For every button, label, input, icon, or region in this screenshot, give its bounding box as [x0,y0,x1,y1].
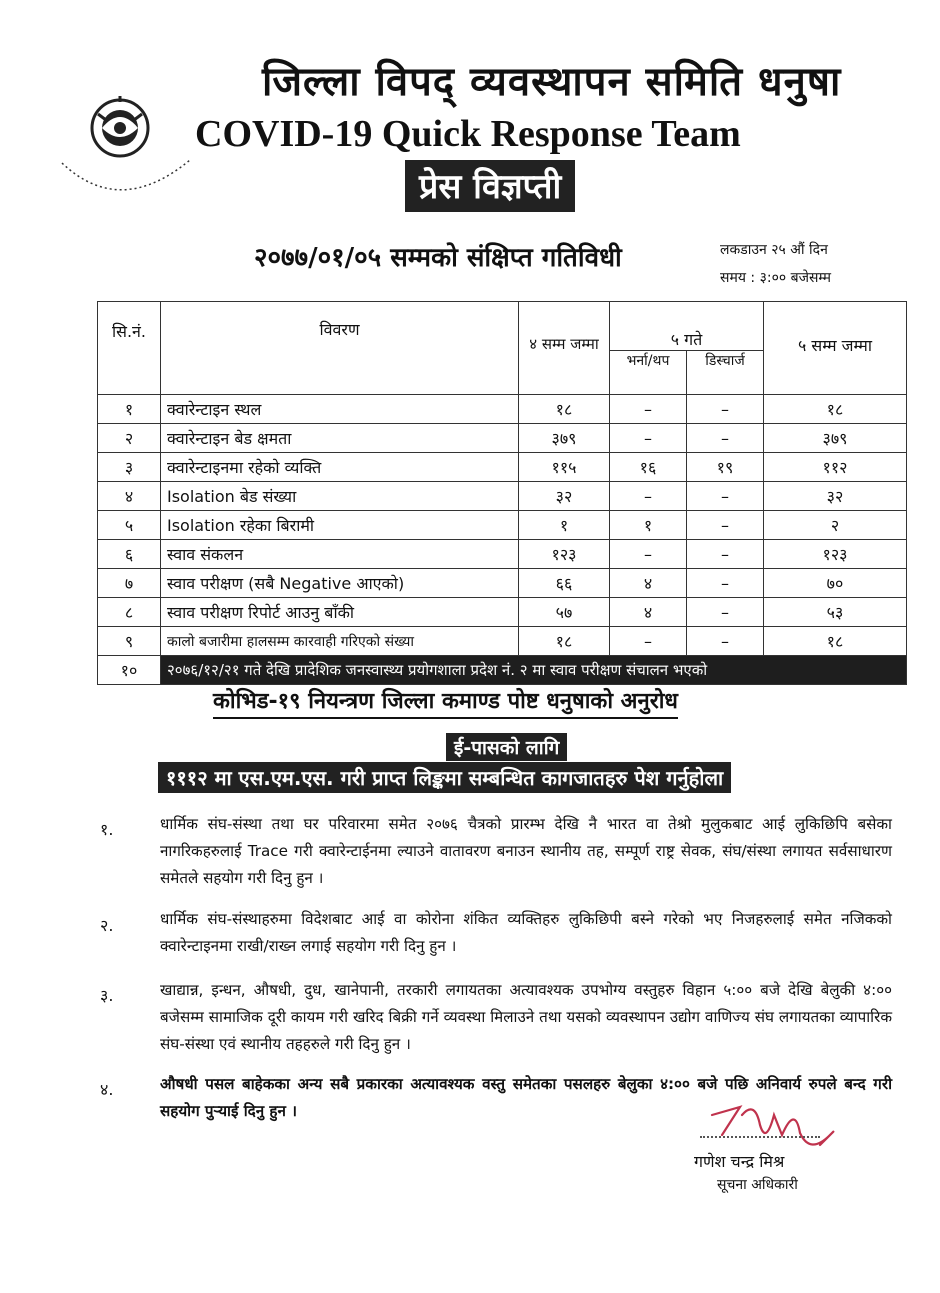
row-discharge: – [687,482,764,511]
row-admit: ४ [610,598,687,627]
row-discharge: – [687,569,764,598]
row-discharge: १९ [687,453,764,482]
row-description: Isolation रहेका बिरामी [161,511,519,540]
row-upto-5: १८ [764,627,907,656]
row-upto-5: ३२ [764,482,907,511]
row-upto-4: १८ [519,395,610,424]
header-upto-5: ५ सम्म जम्मा [764,302,907,395]
team-title: COVID-19 Quick Response Team [195,113,741,155]
row-sn: ८ [98,598,161,627]
epass-label: ई-पासको लागि [446,733,567,761]
press-release-title: प्रेस विज्ञप्ती [405,160,575,212]
row-discharge: – [687,395,764,424]
row-description: क्वारेन्टाइन स्थल [161,395,519,424]
table-row [98,511,907,540]
row-sn: ४ [98,482,161,511]
header-sn: सि.नं. [98,302,161,395]
header-upto-4: ४ सम्म जम्मा [519,302,610,395]
header-day-5: ५ गते [610,302,764,351]
row-description: कालो बजारीमा हालसम्म कारवाही गरिएको संख्या [161,627,519,656]
paragraph-text: खाद्यान्न, इन्धन, औषधी, दुध, खानेपानी, तरकारी लगायतका अत्यावश्यक उपभोग्य वस्तुहरु विहान ५:०० बजे देखि बेलुकी ४:०० बजेसम्म सामाजिक दूरी कायम गरी खरिद बिक्री गर्ने व्यवस्था मिलाउने तथा यसको व्यवस्थापन उद्योग वाणिज्य संघ लगायतका व्यापारिक संघ-संस्था एवं स्थानीय तहहरुले गरी दिनु हुन । [160,981,892,1053]
paragraph-number: २. [100,916,114,935]
paragraph-text: धार्मिक संघ-संस्थाहरुमा विदेशबाट आई वा कोरोना शंकित व्यक्तिहरु लुकिछिपी बस्ने गरेको भए निजहरुलाई समेत नजिकको क्वारेन्टाइनमा राखी/राख्न लगाई सहयोग गरी दिनु हुन । [160,910,892,955]
row-upto-4: ५७ [519,598,610,627]
row-description: स्वाव संकलन [161,540,519,569]
row-upto-4: १८ [519,627,610,656]
row-discharge: – [687,627,764,656]
header-admit: भर्ना/थप [610,351,687,395]
activity-table [97,301,907,685]
signatory-title: सूचना अधिकारी [717,1177,798,1193]
signatory-name: गणेश चन्द्र मिश्र [694,1152,785,1171]
table-row [98,482,907,511]
row-upto-4: ११५ [519,453,610,482]
table-row [98,395,907,424]
table-row [98,598,907,627]
row-sn: ६ [98,540,161,569]
row-sn: ३ [98,453,161,482]
row-discharge: – [687,511,764,540]
row-admit: – [610,424,687,453]
row-sn: ७ [98,569,161,598]
paragraph-text: धार्मिक संघ-संस्था तथा घर परिवारमा समेत २०७६ चैत्रको प्रारम्भ देखि नै भारत वा तेश्रो मुलुकबाट आई लुकिछिपि बसेका नागरिकहरुलाई Trace गरी क्वारेन्टाईनमा ल्याउने वातावरण बनाउन स्थानीय तह, सम्पूर्ण राष्ट्र सेवक, संघ/संस्था लगायत सर्वसाधारण समेतले सहयोग गरी दिनु हुन । [160,815,892,887]
sms-instruction: १११२ मा एस.एम.एस. गरी प्राप्त लिङ्कमा सम्बन्धित कागजातहरु पेश गर्नुहोला [158,762,731,793]
row-admit: – [610,540,687,569]
row-description: स्वाव परीक्षण रिपोर्ट आउनु बाँकी [161,598,519,627]
header-description: विवरण [161,302,519,395]
row-upto-5: १२३ [764,540,907,569]
paragraph-text: औषधी पसल बाहेकका अन्य सबै प्रकारका अत्यावश्यक वस्तु समेतका पसलहरु बेलुका ४:०० बजे पछि अनिवार्य रुपले बन्द गरी सहयोग पुऱ्याई दिनु हुन । [160,1075,892,1120]
row-admit: – [610,395,687,424]
row-upto-4: १ [519,511,610,540]
row-upto-5: ३७९ [764,424,907,453]
row-discharge: – [687,424,764,453]
signature-line [700,1136,820,1138]
table-row [98,656,907,685]
table-row [98,453,907,482]
row-sn: १० [98,656,161,685]
row-upto-5: ७० [764,569,907,598]
row-description: स्वाव परीक्षण (सबै Negative आएको) [161,569,519,598]
table-row [98,569,907,598]
table-row [98,627,907,656]
row-sn: २ [98,424,161,453]
paragraph-number: ४. [100,1080,114,1099]
row-description: क्वारेन्टाइनमा रहेको व्यक्ति [161,453,519,482]
header-discharge: डिस्चार्ज [687,351,764,395]
row-upto-5: ११२ [764,453,907,482]
row-upto-5: २ [764,511,907,540]
request-title: कोभिड-१९ नियन्त्रण जिल्ला कमाण्ड पोष्ट धनुषाको अनुरोध [213,685,678,719]
row-upto-4: १२३ [519,540,610,569]
row-discharge: – [687,598,764,627]
row-admit: १ [610,511,687,540]
row-upto-5: १८ [764,395,907,424]
lockdown-day: लकडाउन २५ औं दिन [720,242,828,258]
row-sn: ९ [98,627,161,656]
row-discharge: – [687,540,764,569]
row-sn: १ [98,395,161,424]
row-upto-4: ३७९ [519,424,610,453]
government-emblem-seal [50,88,200,228]
report-time: समय : ३:०० बजेसम्म [720,270,831,286]
row-sn: ५ [98,511,161,540]
row-upto-4: ३२ [519,482,610,511]
table-row [98,540,907,569]
row-admit: १६ [610,453,687,482]
committee-title: जिल्ला विपद् व्यवस्थापन समिति धनुषा [262,59,842,105]
row-upto-5: ५३ [764,598,907,627]
row-admit: – [610,482,687,511]
row-upto-4: ६६ [519,569,610,598]
paragraph-number: ३. [100,986,114,1005]
row-admit: – [610,627,687,656]
row-description: क्वारेन्टाइन बेड क्षमता [161,424,519,453]
row-lab-note: २०७६/१२/२१ गते देखि प्रादेशिक जनस्वास्थ्य प्रयोगशाला प्रदेश नं. २ मा स्वाव परीक्षण संचालन भएको [161,656,907,685]
row-description: Isolation बेड संख्या [161,482,519,511]
paragraph-number: १. [100,820,114,839]
row-admit: ४ [610,569,687,598]
table-row [98,424,907,453]
summary-title: २०७७/०१/०५ सम्मको संक्षिप्त गतिविधी [254,243,622,273]
